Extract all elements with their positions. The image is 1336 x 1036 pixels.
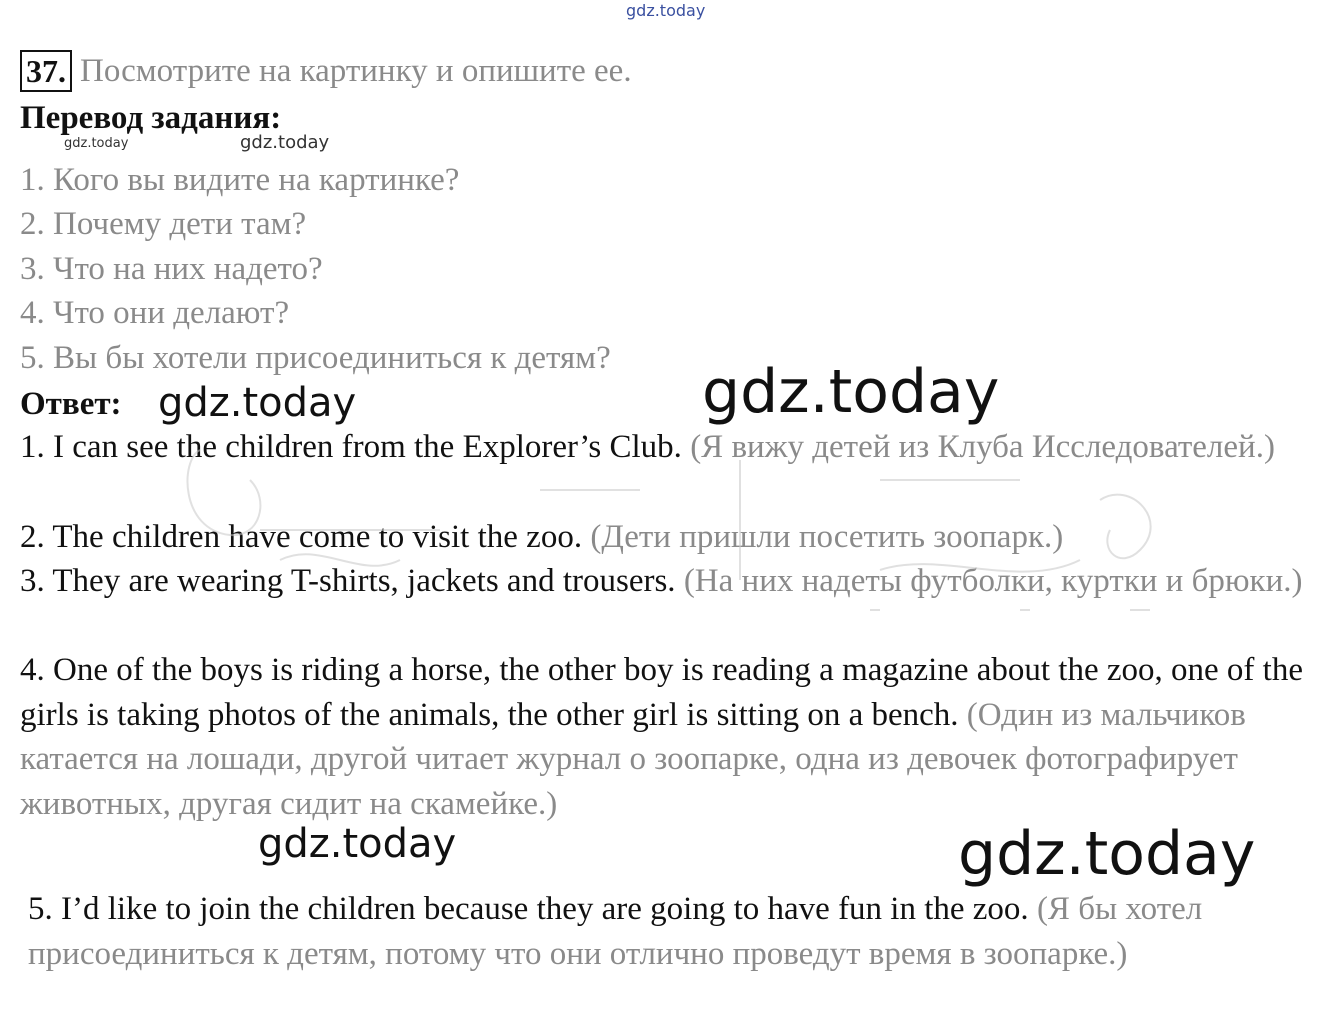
- answer-item-2: [20, 515, 1310, 560]
- watermark-small-2: gdz.today: [240, 132, 330, 153]
- translation-question-3: 3. Что на них надето?: [20, 251, 323, 287]
- watermark-large-1: gdz.today: [702, 357, 1000, 427]
- answer-title: Ответ:: [20, 386, 122, 422]
- answer-item-1: [20, 425, 1310, 470]
- task-number: 37.: [20, 50, 72, 92]
- translation-question-2: 2. Почему дети там?: [20, 206, 307, 242]
- answer-4-translation: (Один из мальчиков катается на лошади, другой читает журнал о зоопарке, одна из девочек фотографирует животных, другая сидит на скамейке.): [20, 696, 1246, 822]
- watermark-top: gdz.today: [626, 1, 706, 20]
- answer-1-translation: (Я вижу детей из Клуба Исследователей.): [690, 429, 1275, 465]
- watermark-small-1: gdz.today: [64, 136, 129, 151]
- translation-title: Перевод задания:: [20, 100, 282, 136]
- answer-3-translation: (На них надеты футболки, куртки и брюки.): [683, 563, 1303, 599]
- answer-item-5: [28, 887, 1318, 976]
- answer-5-english: 5. I’d like to join the children because they are going to have fun in the zoo.: [28, 891, 1029, 927]
- translation-question-1: 1. Кого вы видите на картинке?: [20, 162, 460, 198]
- answer-item-3: [20, 559, 1310, 604]
- answer-2-translation: (Дети пришли посетить зоопарк.): [590, 519, 1064, 555]
- translation-question-5: 5. Вы бы хотели присоединиться к детям?: [20, 340, 611, 376]
- answer-3-english: 3. They are wearing T-shirts, jackets and trousers.: [20, 563, 676, 599]
- translation-question-4: 4. Что они делают?: [20, 295, 290, 331]
- answer-1-english: 1. I can see the children from the Explorer’s Club.: [20, 429, 682, 465]
- answer-item-4: [20, 648, 1310, 826]
- answer-2-english: 2. The children have come to visit the zoo.: [20, 519, 583, 555]
- answer-4-english: 4. One of the boys is riding a horse, the other boy is reading a magazine about the zoo, one of the girls is taking photos of the animals, the other girl is sitting on a bench.: [20, 652, 1303, 733]
- task-header: [20, 48, 632, 94]
- task-instruction: Посмотрите на картинку и опишите ее.: [80, 52, 632, 89]
- watermark-medium-2: gdz.today: [258, 821, 457, 867]
- answer-5-translation: (Я бы хотел присоединиться к детям, потому что они отлично проведут время в зоопарке.): [28, 891, 1203, 972]
- watermark-large-2: gdz.today: [958, 819, 1256, 889]
- watermark-medium-1: gdz.today: [158, 380, 357, 426]
